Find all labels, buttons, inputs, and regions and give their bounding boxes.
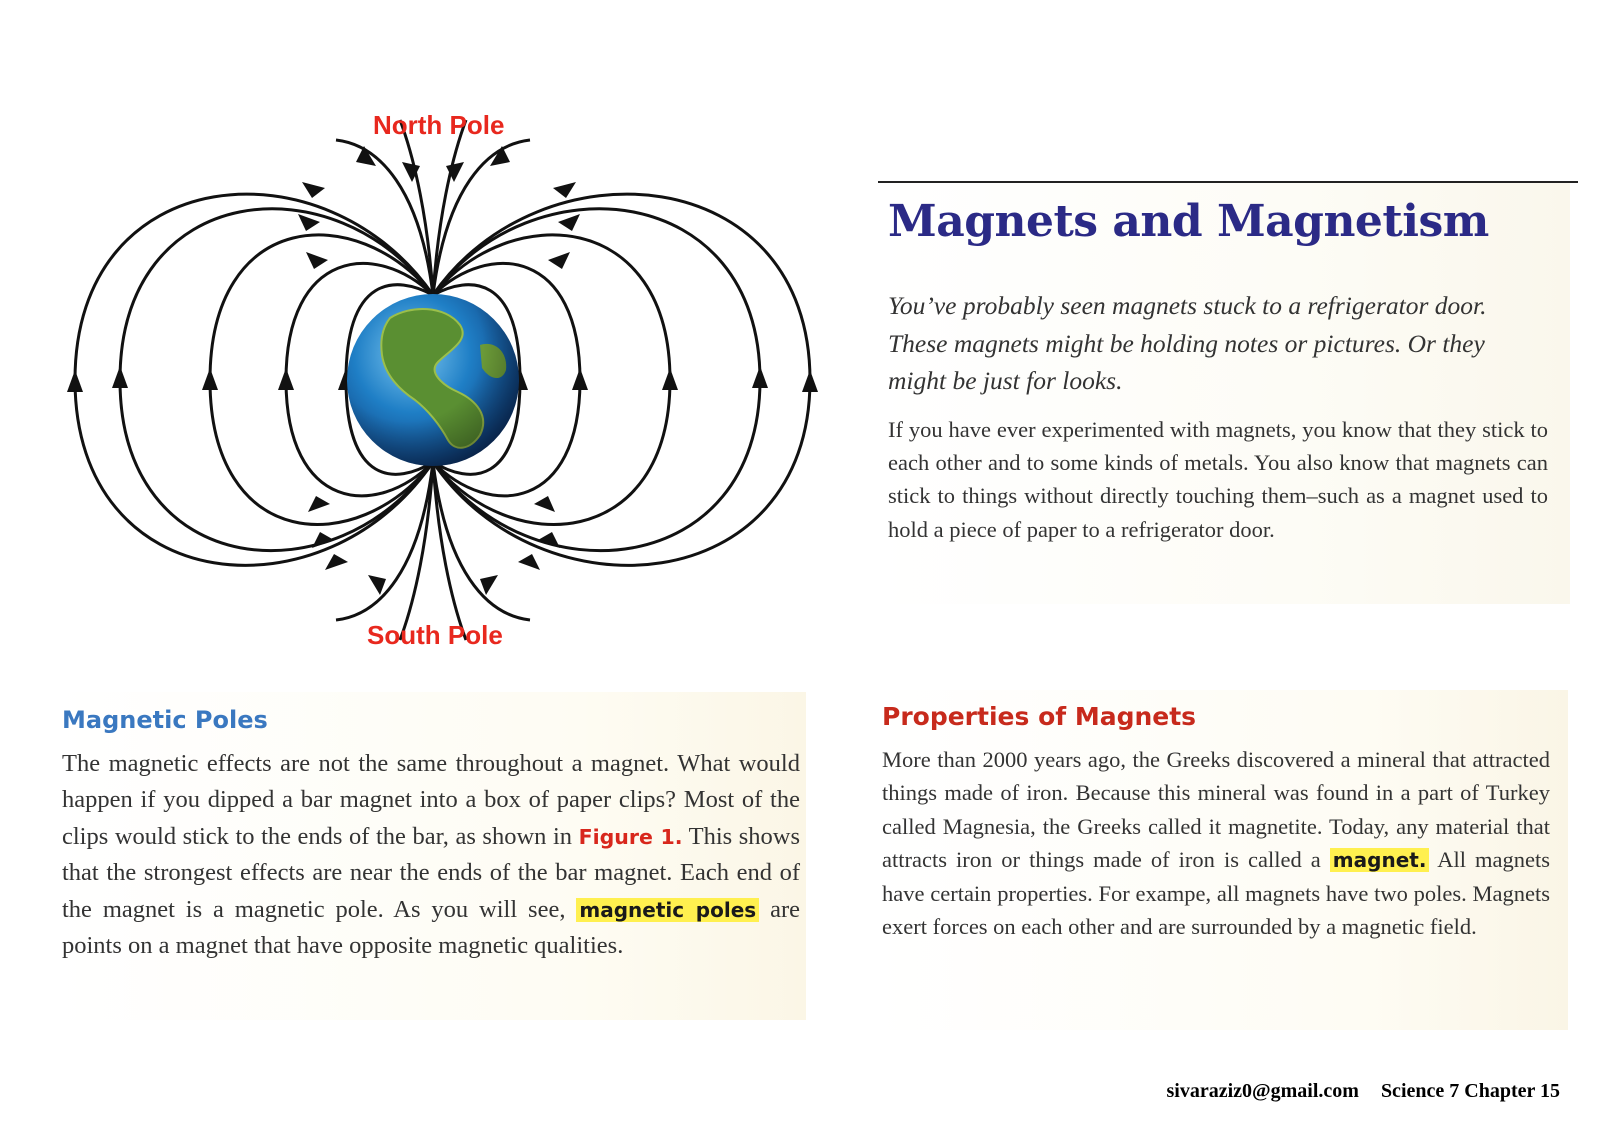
earth-globe (347, 294, 519, 466)
magnetic-poles-heading: Magnetic Poles (62, 706, 268, 734)
magnetic-poles-text (62, 746, 800, 964)
footer-email: sivaraziz0@gmail.com (1166, 1080, 1359, 1102)
footer (1166, 1080, 1560, 1103)
magnetic-field-figure (50, 100, 850, 680)
properties-heading: Properties of Magnets (882, 702, 1197, 731)
poles-text-part: The magnetic effects are not the same throughout a magnet. What would happen if you dipped a bar magnet into a box of paper clips? Most of the clips would stick to the ends of the bar, as shown in (62, 750, 800, 850)
poles-text-part: are points on a magnet that have opposite magnetic qualities. (62, 895, 800, 960)
south-pole-label: South Pole (367, 620, 503, 650)
highlighted-term-magnet: magnet. (1330, 848, 1430, 872)
field-diagram (50, 100, 850, 680)
page-title: Magnets and Magnetism (888, 196, 1489, 247)
poles-text-part: This shows that the strongest effects are near the ends of the bar magnet. Each end of the magnet is a magnetic pole. As you will see, (62, 822, 800, 923)
title-rule (878, 181, 1578, 183)
highlighted-term-magnetic-poles: magnetic poles (576, 898, 759, 922)
figure-reference: Figure 1. (578, 824, 683, 849)
properties-text-part: More than 2000 years ago, the Greeks discovered a mineral that attracted things made of iron. Because this mineral was found in a part of Turkey called Magnesia, the Greeks called it magnetite. Today, any material that attracts iron or things made of iron is called a (882, 747, 1550, 872)
properties-text-part: All magnets have certain properties. For exampe, all magnets have two poles. Magnets exert forces on each other and are surrounded by a magnetic field. (882, 846, 1550, 940)
intro-body-text: If you have ever experimented with magnets, you know that they stick to each other and to some kinds of metals. You also know that magnets can stick to things without directly touching them–such as a magnet used to hold a piece of paper to a refrigerator door. (888, 417, 1548, 542)
footer-course: Science 7 Chapter 15 (1380, 1080, 1560, 1102)
intro-italic-text: You’ve probably seen magnets stuck to a refrigerator door. These magnets might be holding notes or pictures. Or they might be just for looks. (888, 291, 1487, 395)
properties-text (882, 743, 1550, 944)
north-pole-label: North Pole (373, 110, 505, 140)
